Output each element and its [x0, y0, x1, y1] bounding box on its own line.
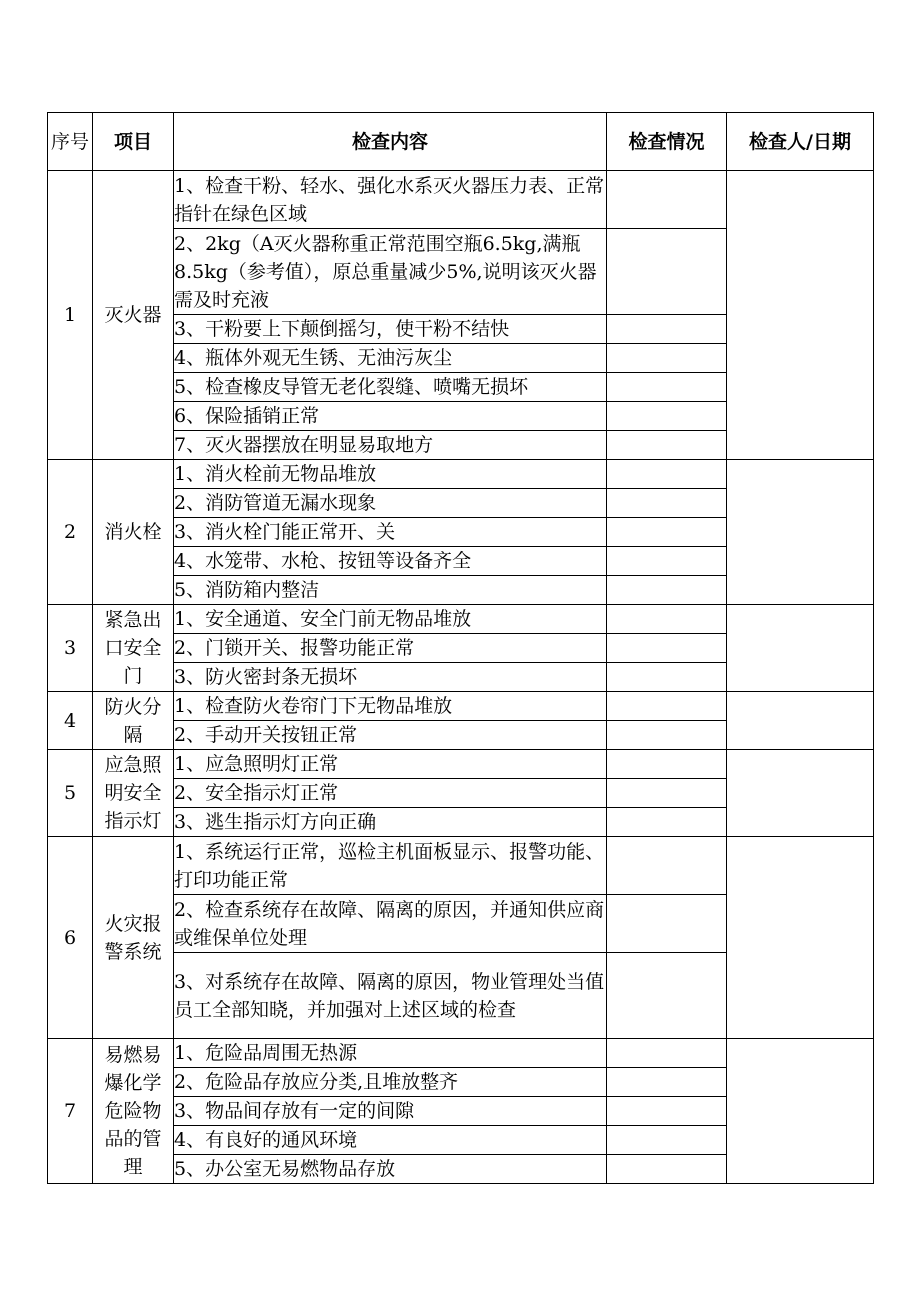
inspector-date-cell[interactable]	[727, 750, 874, 837]
header-row	[48, 113, 874, 171]
table-body	[48, 171, 874, 1184]
table-row	[48, 837, 874, 895]
check-status-cell[interactable]	[607, 779, 727, 808]
check-content: 7、灭火器摆放在明显易取地方	[174, 431, 607, 460]
check-status-cell[interactable]	[607, 895, 727, 953]
check-content: 6、保险插销正常	[174, 402, 607, 431]
section-number: 1	[48, 171, 93, 460]
section-item-label: 消火栓	[104, 521, 162, 543]
section-number: 4	[48, 692, 93, 750]
check-content: 3、逃生指示灯方向正确	[174, 808, 607, 837]
header-no: 序号	[48, 113, 93, 171]
check-status-cell[interactable]	[607, 1126, 727, 1155]
table-row	[48, 171, 874, 229]
check-status-cell[interactable]	[607, 373, 727, 402]
check-content: 3、对系统存在故障、隔离的原因，物业管理处当值员工全部知晓，并加强对上述区域的检查	[174, 953, 607, 1039]
check-status-cell[interactable]	[607, 953, 727, 1039]
section-item	[93, 837, 174, 1039]
check-status-cell[interactable]	[607, 721, 727, 750]
section-item-label: 火灾报警系统	[104, 912, 162, 963]
inspector-date-cell[interactable]	[727, 837, 874, 1039]
check-status-cell[interactable]	[607, 808, 727, 837]
check-content: 2、消防管道无漏水现象	[174, 489, 607, 518]
inspector-date-cell[interactable]	[727, 1039, 874, 1184]
check-content: 3、防火密封条无损坏	[174, 663, 607, 692]
check-content: 5、检查橡皮导管无老化裂缝、喷嘴无损坏	[174, 373, 607, 402]
fire-inspection-table	[47, 112, 874, 1184]
check-status-cell[interactable]	[607, 837, 727, 895]
check-status-cell[interactable]	[607, 171, 727, 229]
section-item	[93, 1039, 174, 1184]
check-status-cell[interactable]	[607, 605, 727, 634]
check-content: 4、水笼带、水枪、按钮等设备齐全	[174, 547, 607, 576]
check-status-cell[interactable]	[607, 576, 727, 605]
check-status-cell[interactable]	[607, 518, 727, 547]
header-item: 项目	[93, 113, 174, 171]
section-number: 7	[48, 1039, 93, 1184]
check-status-cell[interactable]	[607, 547, 727, 576]
section-number: 5	[48, 750, 93, 837]
check-content: 4、瓶体外观无生锈、无油污灰尘	[174, 344, 607, 373]
header-inspector: 检查人/日期	[727, 113, 874, 171]
check-content: 1、危险品周围无热源	[174, 1039, 607, 1068]
check-status-cell[interactable]	[607, 1155, 727, 1184]
section-item-label: 应急照明安全指示灯	[104, 754, 162, 832]
section-number: 3	[48, 605, 93, 692]
check-status-cell[interactable]	[607, 431, 727, 460]
check-status-cell[interactable]	[607, 344, 727, 373]
check-content: 1、检查干粉、轻水、强化水系灭火器压力表、正常指针在绿色区域	[174, 171, 607, 229]
section-item	[93, 750, 174, 837]
table-row	[48, 605, 874, 634]
check-content: 2、危险品存放应分类,且堆放整齐	[174, 1068, 607, 1097]
check-status-cell[interactable]	[607, 402, 727, 431]
check-status-cell[interactable]	[607, 692, 727, 721]
table-row	[48, 750, 874, 779]
section-item	[93, 605, 174, 692]
check-status-cell[interactable]	[607, 1097, 727, 1126]
check-status-cell[interactable]	[607, 1039, 727, 1068]
check-status-cell[interactable]	[607, 460, 727, 489]
check-content: 1、应急照明灯正常	[174, 750, 607, 779]
check-content: 2、检查系统存在故障、隔离的原因，并通知供应商或维保单位处理	[174, 895, 607, 953]
inspector-date-cell[interactable]	[727, 171, 874, 460]
check-content: 5、消防箱内整洁	[174, 576, 607, 605]
check-status-cell[interactable]	[607, 750, 727, 779]
check-content: 2、手动开关按钮正常	[174, 721, 607, 750]
check-status-cell[interactable]	[607, 663, 727, 692]
check-content: 3、干粉要上下颠倒摇匀，使干粉不结快	[174, 315, 607, 344]
check-content: 1、消火栓前无物品堆放	[174, 460, 607, 489]
check-status-cell[interactable]	[607, 1068, 727, 1097]
table-row	[48, 692, 874, 721]
check-content: 2、2kg（A灭火器称重正常范围空瓶6.5kg,满瓶8.5kg（参考值），原总重量减少5%,说明该灭火器需及时充液	[174, 229, 607, 315]
check-content: 4、有良好的通风环境	[174, 1126, 607, 1155]
check-status-cell[interactable]	[607, 229, 727, 315]
section-number: 6	[48, 837, 93, 1039]
check-content: 5、办公室无易燃物品存放	[174, 1155, 607, 1184]
check-content: 3、物品间存放有一定的间隙	[174, 1097, 607, 1126]
section-item-label: 灭火器	[104, 304, 162, 326]
check-status-cell[interactable]	[607, 315, 727, 344]
table-row	[48, 1039, 874, 1068]
section-item-label: 易燃易爆化学危险物品的管理	[104, 1044, 162, 1178]
header-content: 检查内容	[174, 113, 607, 171]
check-content: 1、检查防火卷帘门下无物品堆放	[174, 692, 607, 721]
inspector-date-cell[interactable]	[727, 460, 874, 605]
inspector-date-cell[interactable]	[727, 692, 874, 750]
check-status-cell[interactable]	[607, 634, 727, 663]
inspector-date-cell[interactable]	[727, 605, 874, 692]
section-item-label: 紧急出口安全门	[104, 609, 162, 687]
header-status: 检查情况	[607, 113, 727, 171]
check-content: 1、安全通道、安全门前无物品堆放	[174, 605, 607, 634]
section-item	[93, 460, 174, 605]
check-content: 1、系统运行正常，巡检主机面板显示、报警功能、打印功能正常	[174, 837, 607, 895]
check-content: 2、安全指示灯正常	[174, 779, 607, 808]
section-item	[93, 171, 174, 460]
section-number: 2	[48, 460, 93, 605]
check-content: 2、门锁开关、报警功能正常	[174, 634, 607, 663]
check-content: 3、消火栓门能正常开、关	[174, 518, 607, 547]
section-item	[93, 692, 174, 750]
section-item-label: 防火分隔	[104, 695, 162, 746]
check-status-cell[interactable]	[607, 489, 727, 518]
table-row	[48, 460, 874, 489]
